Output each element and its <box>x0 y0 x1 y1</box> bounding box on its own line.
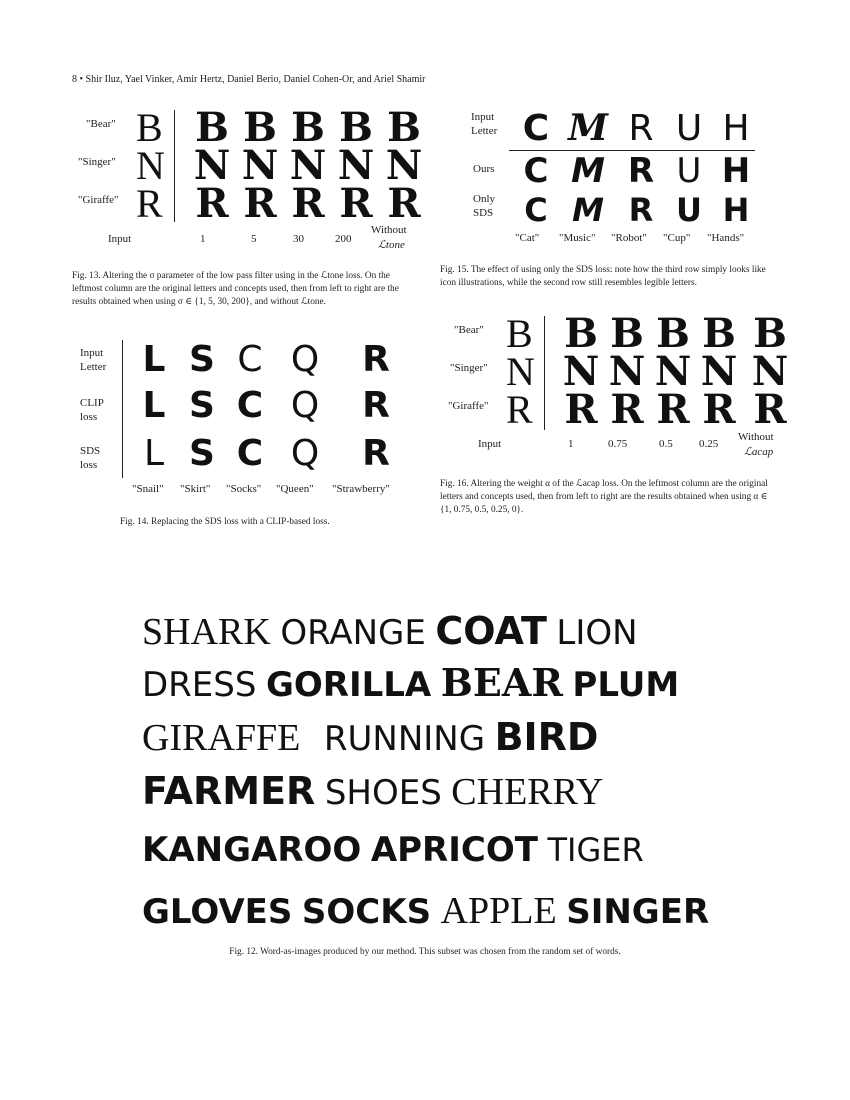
fig14-letter-q: Q <box>290 339 320 380</box>
fig16-divider <box>544 316 545 430</box>
fig14-row-label-clip: CLIP loss <box>80 397 104 423</box>
fig15-letter-c: C <box>522 108 550 149</box>
fig16-input-letter-b: B <box>506 311 533 356</box>
fig15-sds-cup: U <box>676 191 702 229</box>
fig16-output-n-1: N <box>562 348 600 395</box>
fig13-col-1: 1 <box>200 233 206 245</box>
fig15-concept-cat: "Cat" <box>515 232 540 244</box>
fig12-caption: Fig. 12. Word-as-images produced by our method. This subset was chosen from the random set of words. <box>229 947 621 957</box>
fig13-output-r-5: R <box>243 180 277 227</box>
fig13-row-label-singer: "Singer" <box>78 156 116 168</box>
fig15-letter-h: H <box>722 108 750 149</box>
fig13-output-b-without: B <box>387 104 421 151</box>
fig13-row-label-bear: "Bear" <box>86 118 116 130</box>
fig16-output-n-075: N <box>608 348 646 395</box>
fig15-ours-robot: R <box>627 151 655 191</box>
word-farmer: FARMER <box>142 769 316 813</box>
fig15-ours-row <box>513 151 759 191</box>
fig15-sds-robot: R <box>628 191 654 229</box>
fig13-caption: Fig. 13. Altering the σ parameter of the low pass filter using in the ℒtone loss. On the leftmost column are the original letters and concepts used, then from left to right are the results obtained when using σ ∈ {1, 5, 30, 200}, and without ℒtone. <box>72 271 399 307</box>
fig15-sds-cat: C <box>524 191 548 229</box>
fig13-col-30: 30 <box>293 233 304 245</box>
fig15-row-label-ours: Ours <box>473 163 495 175</box>
fig16-output-r-1: R <box>564 386 598 433</box>
fig14-clip-snail: L <box>142 385 166 426</box>
fig13-input-letter-r: R <box>136 181 163 226</box>
fig14-letter-c: C <box>237 339 263 380</box>
fig14-concept-queen: "Queen" <box>276 483 314 495</box>
fig14-sds-skirt: S <box>189 433 215 474</box>
fig16-input-letter-n: N <box>506 349 535 394</box>
fig13-output-n-1: N <box>193 142 231 189</box>
word-apple: APPLE <box>440 890 557 932</box>
fig13-output-n-200: N <box>337 142 375 189</box>
fig14-sds-row <box>130 433 416 474</box>
fig16-col-075: 0.75 <box>608 438 628 450</box>
word-gorilla: GORILLA <box>265 665 432 705</box>
fig13-output-r-200: R <box>339 180 373 227</box>
fig15-ours-hands: H <box>721 151 751 191</box>
fig16-input-letter-r: R <box>506 387 533 432</box>
fig15-ours-music: M <box>571 151 605 191</box>
fig13-col-5: 5 <box>251 233 257 245</box>
fig15-caption: Fig. 15. The effect of using only the SDS loss: note how the third row simply looks like icon illustrations, while the second row still resembles legible letters. <box>440 265 766 288</box>
fig14-clip-row <box>130 385 416 426</box>
figure-14 <box>72 340 422 505</box>
word-coat: COAT <box>435 609 547 653</box>
fig16-col-without: Without <box>738 431 774 443</box>
fig14-row-label-input: Input Letter <box>80 347 107 373</box>
fig16-row-label-bear: "Bear" <box>454 324 484 336</box>
fig15-ours-cat: C <box>523 151 549 191</box>
fig16-output-b-1: B <box>564 310 598 357</box>
word-shark: SHARK <box>142 611 271 653</box>
fig16-output-b-025: B <box>702 310 736 357</box>
fig13-output-b-1: B <box>195 104 229 151</box>
fig15-ours-cup: U <box>676 151 702 191</box>
fig14-letter-l: L <box>142 339 166 380</box>
fig16-output-n-025: N <box>700 348 738 395</box>
fig12-line-5 <box>142 830 644 868</box>
fig13-output-r-without: R <box>387 180 421 227</box>
fig14-sds-snail: L <box>143 433 165 474</box>
fig14-letter-s: S <box>189 339 215 380</box>
fig15-row-label-input: Input Letter <box>471 111 498 137</box>
fig16-col-without-sub: ℒacap <box>744 446 774 458</box>
fig15-sds-music: M <box>572 191 604 229</box>
word-shoes: SHOES <box>324 773 442 813</box>
fig16-output-b-without: B <box>753 310 787 357</box>
fig16-output-r-05: R <box>656 386 690 433</box>
fig16-output-n-without: N <box>751 348 789 395</box>
word-kangaroo: KANGAROO <box>142 830 362 870</box>
fig12-line-2 <box>142 660 680 705</box>
fig16-caption: Fig. 16. Altering the weight α of the ℒacap loss. On the leftmost column are the original letters and concepts used, then from left to right are the results obtained when using α ∈ {1, 0.75, 0.5, 0.25, 0}. <box>440 479 768 515</box>
word-cherry: CHERRY <box>451 771 604 813</box>
fig16-col-05: 0.5 <box>659 438 673 450</box>
word-orange: ORANGE <box>280 613 426 653</box>
fig16-output-n-05: N <box>654 348 692 395</box>
fig16-output-r-025: R <box>702 386 736 433</box>
fig13-output-b-5: B <box>243 104 277 151</box>
fig14-concept-socks: "Socks" <box>226 483 262 495</box>
figure-13 <box>72 106 432 256</box>
fig12-line-3 <box>142 715 599 759</box>
figure-12 <box>142 609 722 932</box>
fig13-output-r-1: R <box>195 180 229 227</box>
fig14-clip-strawberry: R <box>362 385 390 426</box>
fig13-output-b-200: B <box>339 104 373 151</box>
fig14-sds-queen: Q <box>290 433 320 474</box>
fig14-sds-socks: C <box>236 433 264 474</box>
word-running: RUNNING <box>323 719 486 759</box>
fig15-row-label-sds: Only SDS <box>473 193 495 219</box>
fig15-input-row <box>513 107 759 149</box>
fig13-row-label-giraffe: "Giraffe" <box>78 194 119 206</box>
fig16-col-input: Input <box>478 438 502 450</box>
fig13-output-b-30: B <box>291 104 325 151</box>
fig16-output-b-075: B <box>610 310 644 357</box>
word-tiger: TIGER <box>547 831 644 869</box>
fig16-row-label-singer: "Singer" <box>450 362 488 374</box>
fig14-row-label-sds: SDS loss <box>80 445 101 471</box>
word-singer: SINGER <box>566 892 710 932</box>
word-dress: DRESS <box>142 665 257 705</box>
fig14-divider <box>122 340 123 478</box>
fig13-output-n-30: N <box>289 142 327 189</box>
fig15-concept-music: "Music" <box>559 232 596 244</box>
word-bear: BEAR <box>440 660 563 705</box>
fig15-letter-u: U <box>675 108 703 149</box>
fig12-line-1 <box>142 609 638 653</box>
word-lion: LION <box>556 613 638 653</box>
fig16-col-1: 1 <box>568 438 574 450</box>
fig13-col-without-sub: ℒtone <box>378 239 405 251</box>
word-apricot: APRICOT <box>370 830 538 870</box>
fig13-divider <box>174 110 175 222</box>
fig15-sds-row <box>513 191 759 229</box>
figure-16 <box>440 310 790 464</box>
word-bird: BIRD <box>494 715 599 759</box>
fig14-clip-skirt: S <box>189 385 215 426</box>
fig15-letter-m: M <box>568 107 608 149</box>
fig15-concept-robot: "Robot" <box>611 232 647 244</box>
fig13-output-row-giraffe <box>188 180 428 227</box>
fig13-col-without: Without <box>371 224 407 236</box>
fig14-input-row <box>130 339 416 380</box>
fig13-output-n-5: N <box>241 142 279 189</box>
fig14-clip-queen: Q <box>290 385 320 426</box>
fig16-output-row-giraffe <box>558 386 798 433</box>
fig13-input-letter-b: B <box>136 105 163 150</box>
running-header: 8 • Shir Iluz, Yael Vinker, Amir Hertz, Daniel Berio, Daniel Cohen-Or, and Ariel Shamir <box>72 74 426 85</box>
fig16-output-r-075: R <box>610 386 644 433</box>
word-socks: SOCKS <box>301 892 432 932</box>
fig14-clip-socks: C <box>236 385 264 426</box>
word-gloves: GLOVES <box>142 892 293 932</box>
fig16-output-b-05: B <box>656 310 690 357</box>
fig15-sds-hands: H <box>722 191 750 229</box>
fig15-concept-hands: "Hands" <box>707 232 745 244</box>
word-plum: PLUM <box>572 665 680 705</box>
word-giraffe: GIRAFFE <box>142 717 301 759</box>
fig14-concept-strawberry: "Strawberry" <box>332 483 390 495</box>
fig14-letter-r: R <box>362 339 390 380</box>
fig16-col-025: 0.25 <box>699 438 719 450</box>
fig16-output-r-without: R <box>753 386 787 433</box>
fig13-col-input: Input <box>108 233 132 245</box>
fig12-line-4 <box>142 769 604 813</box>
fig13-output-r-30: R <box>291 180 325 227</box>
fig14-concept-snail: "Snail" <box>132 483 164 495</box>
fig15-concept-cup: "Cup" <box>663 232 691 244</box>
fig13-col-200: 200 <box>335 233 352 245</box>
fig12-line-6 <box>142 892 709 930</box>
fig14-sds-strawberry: R <box>362 433 390 474</box>
figure-15 <box>465 106 765 251</box>
fig13-input-letter-n: N <box>136 143 165 188</box>
fig14-caption: Fig. 14. Replacing the SDS loss with a CLIP-based loss. <box>120 517 330 527</box>
fig15-letter-r: R <box>628 108 654 149</box>
fig16-row-label-giraffe: "Giraffe" <box>448 400 489 412</box>
fig13-output-n-without: N <box>385 142 423 189</box>
fig14-concept-skirt: "Skirt" <box>180 483 211 495</box>
